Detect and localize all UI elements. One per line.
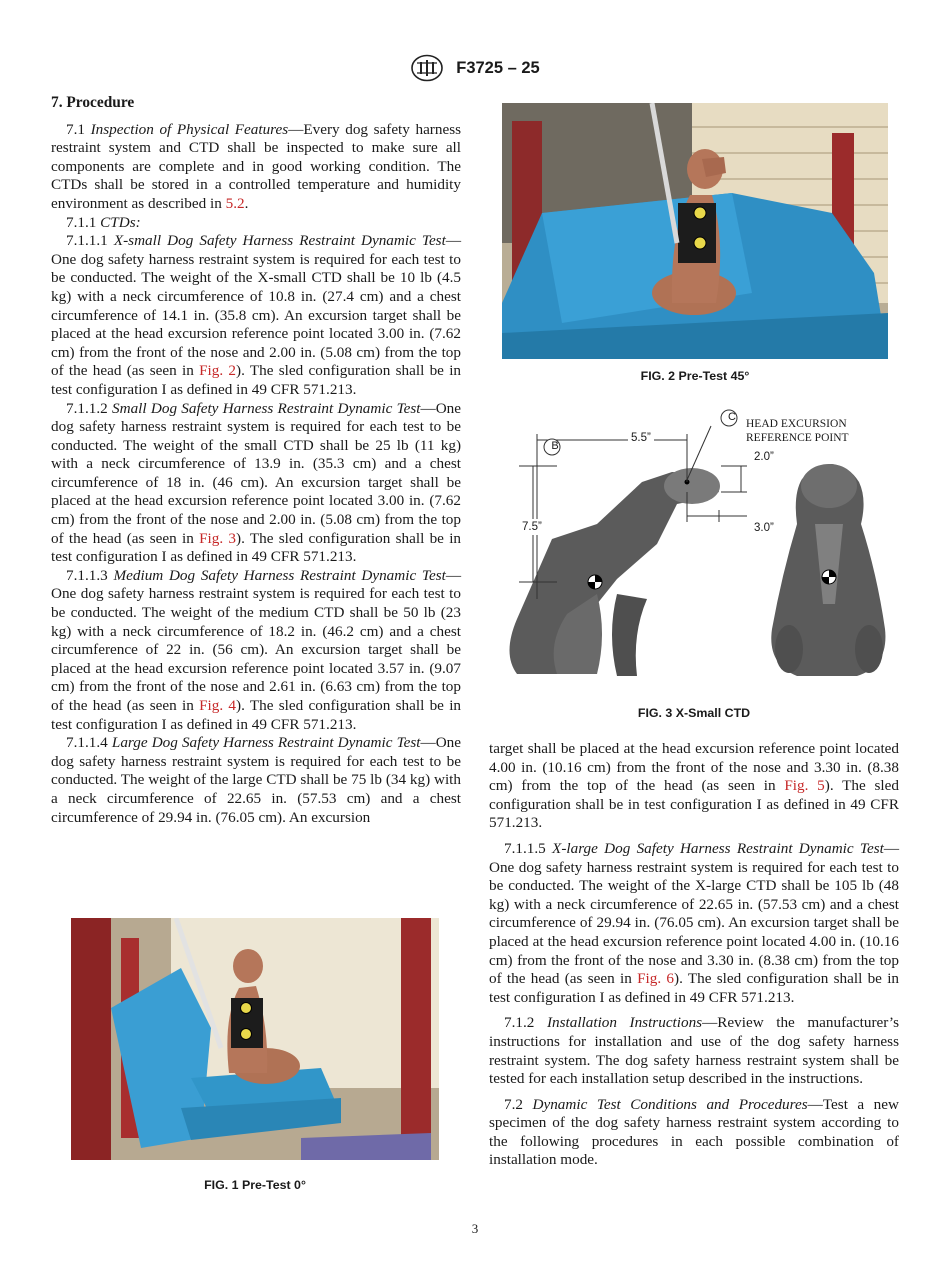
paragraph-7-1-1-5: 7.1.1.5 X-large Dog Safety Harness Restraint Dynamic Test—One dog safety harness restraint system is required for each test to be conducted. The weight of the X-large CTD shall be 105 lb (48 kg) with a neck circumference of 22.65 in. (57.53 cm) and a chest circumference of 29.94 in. (76.05 cm). An excursion target shall be placed at the head excursion reference point located 4.00 in. (10.16 cm) from the front of the nose and 3.30 in. (8.38 cm) from the top of the head (as seen in Fig. 6). The sled configuration shall be in test configuration I as defined in 49 CFR 571.213. — [489, 839, 900, 1006]
ref-fig-4[interactable]: Fig. 4 — [199, 697, 237, 714]
left-column — [51, 94, 461, 827]
fig3-ref-label-1: HEAD EXCURSION — [746, 418, 847, 430]
figure-1-caption: FIG. 1 Pre-Test 0° — [204, 1178, 306, 1192]
fig3-dim-head: 2.0” — [754, 451, 774, 463]
fig3-ref-label-2: REFERENCE POINT — [746, 432, 849, 444]
standard-designation: F3725 – 25 — [456, 58, 540, 77]
figure-2-photo — [502, 103, 888, 359]
ref-fig-5[interactable]: Fig. 5 — [784, 777, 825, 795]
paragraph-7-1-1-2: 7.1.1.2 Small Dog Safety Harness Restraint Dynamic Test—One dog safety harness restraint system is required for each test to be conducted. The weight of the small CTD shall be 25 lb (11 kg) with a neck circumference of 13.9 in. (35.3 cm) and a chest circumference of 18 in. (46 cm). An excursion target shall be placed at the head excursion reference point located 3.00 in. (7.62 cm) from the front of the nose and 2.00 in. (5.08 cm) from the top of the head (as seen in Fig. 3). The sled configuration shall be in test configuration I as defined in 49 CFR 571.213. — [51, 399, 462, 566]
fig3-dim-nose: 3.0” — [754, 522, 774, 534]
paragraph-7-2: 7.2 Dynamic Test Conditions and Procedures—Test a new specimen of the dog safety harness restraint system according to the following procedures in each possible combination of installation mode. — [489, 1095, 899, 1169]
paragraph-7-1-2: 7.1.2 Installation Instructions—Review the manufacturer’s instructions for installation and use of the dog safety harness restraint system. The dog safety harness restraint system shall be tested for each installation setup described in the instructions. — [489, 1014, 900, 1088]
fig3-dim-top: 5.5” — [628, 432, 654, 444]
fig3-dim-height: 7.5” — [522, 521, 542, 533]
paragraph-7-1-1-4-continued: target shall be placed at the head excursion reference point located 4.00 in. (10.16 cm) from the front of the nose and 3.30 in. (8.38 cm) from the top of the head (as seen in Fig. 5). The sled configuration shall be in test configuration I as defined in 49 CFR 571.213. — [489, 740, 899, 832]
ref-5-2[interactable]: 5.2 — [225, 194, 245, 212]
paragraph-7-1-1-1: 7.1.1.1 X-small Dog Safety Harness Restraint Dynamic Test—One dog safety harness restraint system is required for each test to be conducted. The weight of the X-small CTD shall be 10 lb (4.5 kg) with a neck circumference of 10.8 in. (27.4 cm) and a chest circumference of 14.1 in. (35.8 cm). An excursion target shall be placed at the head excursion reference point located 3.00 in. (7.62 cm) from the front of the nose and 2.00 in. (5.08 cm) from the top of the head (as seen in Fig. 2). The sled configuration shall be in test configuration I as defined in 49 CFR 571.213. — [51, 232, 462, 398]
page-header — [0, 54, 950, 82]
paragraph-7-1-1: 7.1.1 CTDs: — [66, 213, 141, 231]
figure-2-caption: FIG. 2 Pre-Test 45° — [640, 369, 750, 383]
astm-logo-icon — [410, 54, 444, 82]
fig3-label-b: B — [551, 440, 559, 452]
figure-1-photo — [71, 918, 439, 1160]
ref-fig-6[interactable]: Fig. 6 — [637, 970, 675, 988]
fig3-label-c: C — [728, 411, 736, 423]
ref-fig-2[interactable]: Fig. 2 — [199, 362, 237, 380]
ref-fig-3[interactable]: Fig. 3 — [199, 529, 237, 547]
right-column — [489, 740, 899, 1170]
section-heading: 7. Procedure — [51, 94, 135, 111]
figure-3-caption: FIG. 3 X-Small CTD — [637, 706, 751, 720]
page-number: 3 — [471, 1221, 479, 1236]
paragraph-7-1: 7.1 Inspection of Physical Features—Every dog safety harness restraint system and CTD shall be inspected to make sure all components are complete and in good working condition. The CTDs shall be stored in a controlled temperature and humidity environment as described in 5.2. — [51, 120, 462, 212]
paragraph-7-1-1-4: 7.1.1.4 Large Dog Safety Harness Restraint Dynamic Test—One dog safety harness restraint system is required for each test to be conducted. The weight of the large CTD shall be 75 lb (34 kg) with a neck circumference of 22.65 in. (57.53 cm) and a chest circumference of 29.94 in. (76.05 cm). An excursion — [51, 734, 462, 826]
paragraph-7-1-1-3: 7.1.1.3 Medium Dog Safety Harness Restraint Dynamic Test—One dog safety harness restraint system is required for each test to be conducted. The weight of the medium CTD shall be 50 lb (23 kg) with a neck circumference of 18.2 in. (46.2 cm) and a chest circumference of 22 in. (56 cm). An excursion target shall be placed at the head excursion reference point located 3.57 in. (9.07 cm) from the front of the nose and 2.61 in. (6.63 cm) from the top of the head (as seen in Fig. 4). The sled configuration shall be in test configuration I as defined in 49 CFR 571.213. — [51, 566, 462, 733]
